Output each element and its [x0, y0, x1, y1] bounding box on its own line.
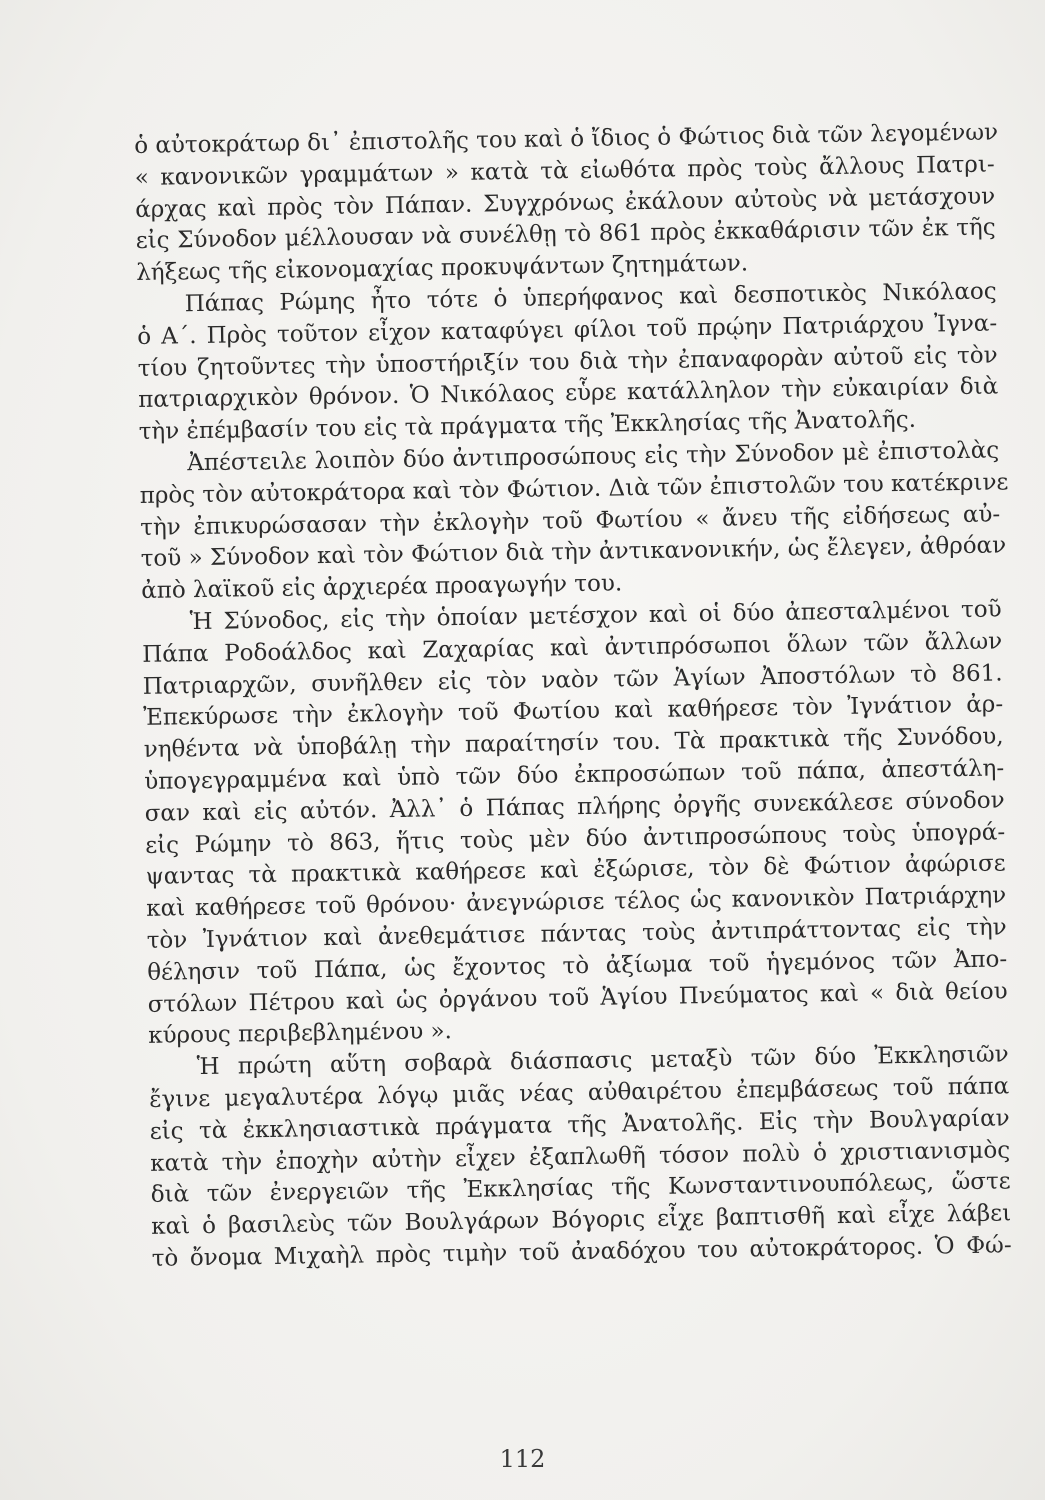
text-line: στόλων Πέτρου καὶ ὡς ὀργάνου τοῦ Ἁγίου Πνεύματος καὶ « διὰ θείου [147, 977, 1008, 1018]
text-line: τὸν Ἰγνάτιον καὶ ἀνεθεμάτισε πάντας τοὺς ἀντιπράττοντας εἰς τὴν [146, 914, 1007, 954]
text-line: άρχας καὶ πρὸς τὸν Πάπαν. Συγχρόνως ἐκάλουν αὐτοὺς νὰ μετάσχουν [135, 183, 996, 223]
text-line: πρὸς τὸν αὐτοκράτορα καὶ τὸν Φώτιον. Διὰ τῶν ἐπιστολῶν του κατέκρινε [139, 469, 1009, 509]
text-line: τὸ ὄνομα Μιχαὴλ πρὸς τιμὴν τοῦ ἀναδόχου του αὐτοκράτορος. Ὁ Φώ- [151, 1232, 1012, 1272]
text-line: εἰς τὰ ἐκκλησιαστικὰ πράγματα τῆς Ἀνατολῆς. Εἰς τὴν Βουλγαρίαν [149, 1105, 1010, 1145]
text-line: κύρους περιβεβλημένου ». [148, 1018, 453, 1050]
text-line: Ἀπέστειλε λοιπὸν δύο ἀντιπροσώπους εἰς τὴν Σύνοδον μὲ ἐπιστολὰς [187, 437, 1000, 477]
text-line: τὴν ἐπέμβασίν του εἰς τὰ πράγματα τῆς Ἐκκλησίας τῆς Ἀνατολῆς. [138, 406, 917, 446]
text-line: τοῦ » Σύνοδον καὶ τὸν Φώτιον διὰ τὴν ἀντικανονικήν, ὡς ἔλεγεν, ἀθρόαν [140, 532, 1007, 573]
text-line: Ἡ Σύνοδος, εἰς τὴν ὁποίαν μετέσχον καὶ οἱ δύο ἀπεσταλμένοι τοῦ [189, 596, 1002, 636]
text-line: νηθέντα νὰ ὑποβάλῃ τὴν παραίτησίν του. Τὰ πρακτικὰ τῆς Συνόδου, [143, 723, 1004, 764]
text-line: ὁ Α΄. Πρὸς τοῦτον εἶχον καταφύγει φίλοι τοῦ πρῴην Πατριάρχου Ἰγνα- [137, 310, 998, 350]
text-line: « κανονικῶν γραμμάτων » κατὰ τὰ εἰωθότα πρὸς τοὺς ἄλλους Πατρι- [134, 151, 995, 191]
text-line: κατὰ τὴν ἐποχὴν αὐτὴν εἶχεν ἐξαπλωθῆ τόσον πολὺ ὁ χριστιανισμὸς [150, 1136, 1011, 1177]
text-line: Ἐπεκύρωσε τὴν ἐκλογὴν τοῦ Φωτίου καὶ καθήρεσε τὸν Ἰγνάτιον ἀρ- [143, 691, 1004, 732]
text-line: τίου ζητοῦντες τὴν ὑποστήριξίν του διὰ τὴν ἐπαναφορὰν αὐτοῦ εἰς τὸν [137, 342, 998, 382]
text-line: θέλησιν τοῦ Πάπα, ὡς ἔχοντος τὸ ἀξίωμα τοῦ ἡγεμόνος τῶν Ἀπο- [147, 946, 1008, 986]
text-line: Ἡ πρώτη αὕτη σοβαρὰ διάσπασις μεταξὺ τῶν δύο Ἐκκλησιῶν [196, 1041, 1009, 1081]
text-line: καὶ καθήρεσε τοῦ θρόνου· ἀνεγνώρισε τέλος ὡς κανονικὸν Πατριάρχην [146, 882, 1007, 923]
text-line: Πάπας Ρώμης ἦτο τότε ὁ ὑπερήφανος καὶ δεσποτικὸς Νικόλαος [184, 278, 997, 318]
body-text [134, 117, 1012, 1275]
text-line: ψαντας τὰ πρακτικὰ καθήρεσε καὶ ἐξώρισε, τὸν δὲ Φώτιον ἀφώρισε [145, 850, 1006, 891]
text-line: ὁ αὐτοκράτωρ δι᾽ ἐπιστολῆς του καὶ ὁ ἴδιος ὁ Φώτιος διὰ τῶν λεγομένων [134, 119, 999, 159]
page-number: 112 [499, 1445, 546, 1473]
text-line: λήξεως τῆς εἰκονομαχίας προκυψάντων ζητημάτων. [136, 250, 749, 287]
text-line: ὑπογεγραμμένα καὶ ὑπὸ τῶν δύο ἐκπροσώπων τοῦ πάπα, ἀπεστάλη- [144, 755, 1005, 795]
text-line: καὶ ὁ βασιλεὺς τῶν Βουλγάρων Βόγορις εἶχε βαπτισθῆ καὶ εἶχε λάβει [151, 1200, 1012, 1240]
text-line: ἀπὸ λαϊκοῦ εἰς ἀρχιερέα προαγωγήν του. [141, 570, 623, 605]
text-line: εἰς Ρώμην τὸ 863, ἥτις τοὺς μὲν δύο ἀντιπροσώπους τοὺς ὑπογρά- [145, 818, 1006, 859]
text-line: Πατριαρχῶν, συνῆλθεν εἰς τὸν ναὸν τῶν Ἁγίων Ἀποστόλων τὸ 861. [142, 659, 1003, 700]
text-line: σαν καὶ εἰς αὐτόν. Ἀλλ᾽ ὁ Πάπας πλήρης ὀργῆς συνεκάλεσε σύνοδον [144, 787, 1005, 827]
text-line: πατριαρχικὸν θρόνον. Ὁ Νικόλαος εὗρε κατάλληλον τὴν εὐκαιρίαν διὰ [138, 373, 999, 414]
text-line: διὰ τῶν ἐνεργειῶν τῆς Ἐκκλησίας τῆς Κωνσταντινουπόλεως, ὥστε [150, 1168, 1011, 1209]
text-line: τὴν ἐπικυρώσασαν τὴν ἐκλογὴν τοῦ Φωτίου « ἄνευ τῆς εἰδήσεως αὐ- [140, 501, 1001, 541]
text-line: ἔγινε μεγαλυτέρα λόγῳ μιᾶς νέας αὐθαιρέτου ἐπεμβάσεως τοῦ πάπα [149, 1073, 1010, 1113]
text-line: Πάπα Ροδοάλδος καὶ Ζαχαρίας καὶ ἀντιπρόσωποι ὅλων τῶν ἄλλων [142, 628, 1003, 668]
text-line: εἰς Σύνοδον μέλλουσαν νὰ συνέλθῃ τὸ 861 πρὸς ἐκκαθάρισιν τῶν ἐκ τῆς [135, 214, 996, 255]
